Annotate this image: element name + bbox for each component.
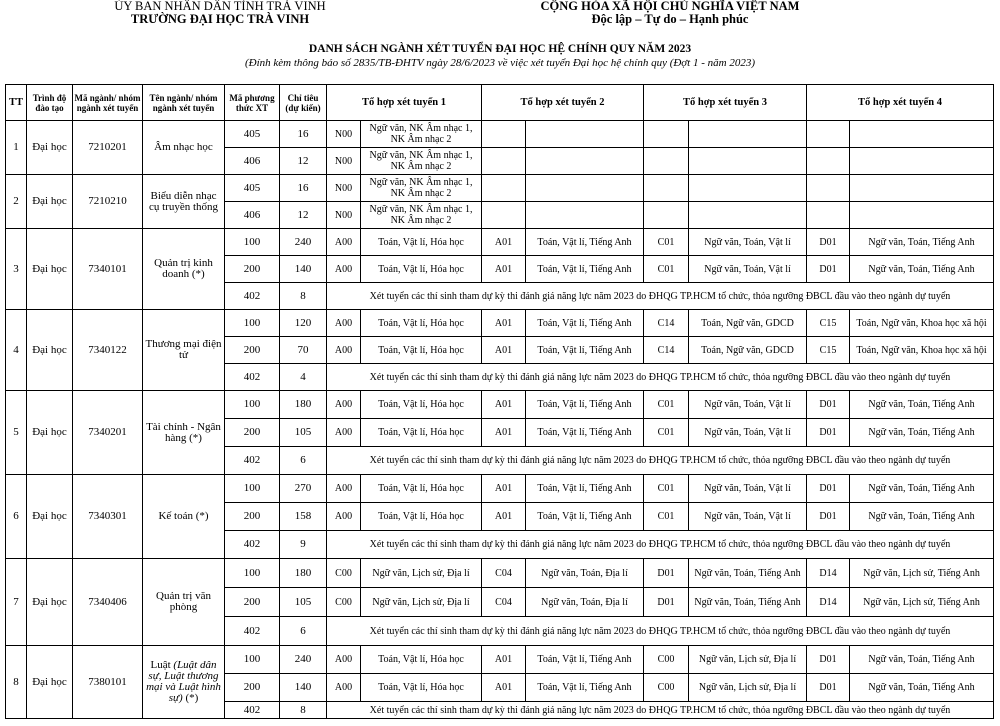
training-level: Đại học: [27, 229, 73, 310]
header-name: Tên ngành/ nhóm ngành xét tuyển: [143, 85, 225, 121]
major-name-text: Quản trị kinh doanh (*): [154, 257, 213, 280]
header-code: Mã ngành/ nhóm ngành xét tuyển: [73, 85, 143, 121]
country-name: CỘNG HÒA XÃ HỘI CHỦ NGHĨA VIỆT NAM: [540, 0, 800, 13]
combo-1-code: N00: [327, 148, 361, 175]
table-row: [6, 391, 994, 419]
header-combo-1: Tổ hợp xét tuyển 1: [327, 85, 482, 121]
combo-1-subjects: Ngữ văn, Lịch sử, Địa lí: [361, 559, 482, 588]
method-code: 100: [225, 391, 280, 419]
header-level: Trình độ đào tạo: [27, 85, 73, 121]
table-row: [6, 175, 994, 202]
row-number: 6: [6, 475, 27, 559]
combo-3-subjects: [689, 148, 807, 175]
major-name: [143, 121, 225, 175]
combo-4-subjects: [850, 175, 994, 202]
combo-2-code: C04: [482, 559, 526, 588]
combo-1-code: A00: [327, 391, 361, 419]
combo-4-subjects: Ngữ văn, Lịch sử, Tiếng Anh: [850, 559, 994, 588]
combo-1-subjects: Toán, Vật lí, Hóa học: [361, 646, 482, 674]
combo-1-code: A00: [327, 337, 361, 364]
combo-3-code: C01: [644, 475, 689, 503]
combo-2-subjects: Toán, Vật lí, Tiếng Anh: [526, 256, 644, 283]
combo-4-subjects: Ngữ văn, Toán, Tiếng Anh: [850, 475, 994, 503]
major-name-suffix: (*): [185, 692, 199, 704]
university-name: TRƯỜNG ĐẠI HỌC TRÀ VINH: [130, 12, 310, 26]
major-name-text: Âm nhạc học: [154, 141, 213, 153]
combo-1-code: A00: [327, 256, 361, 283]
combo-2-code: A01: [482, 229, 526, 256]
combo-3-subjects: Ngữ văn, Toán, Vật lí: [689, 229, 807, 256]
combo-2-subjects: Toán, Vật lí, Tiếng Anh: [526, 310, 644, 337]
combo-2-subjects: [526, 202, 644, 229]
method-code: 402: [225, 364, 280, 391]
method-code: 406: [225, 202, 280, 229]
quota: 180: [280, 559, 327, 588]
quota: 105: [280, 588, 327, 617]
combo-3-code: D01: [644, 588, 689, 617]
combo-2-code: A01: [482, 419, 526, 447]
major-name: [143, 310, 225, 391]
training-level: Đại học: [27, 391, 73, 475]
combo-2-subjects: Ngữ văn, Toán, Địa lí: [526, 588, 644, 617]
major-name-detail: (Luật dân sự, Luật thương mại và Luật hình sự): [146, 659, 221, 704]
method-code: 402: [225, 447, 280, 475]
method-code: 402: [225, 702, 280, 719]
combo-1-subjects: Toán, Vật lí, Hóa học: [361, 674, 482, 702]
method-code: 402: [225, 617, 280, 646]
combo-1-subjects: Toán, Vật lí, Hóa học: [361, 391, 482, 419]
quota: 4: [280, 364, 327, 391]
combo-1-code: A00: [327, 419, 361, 447]
combo-4-subjects: [850, 202, 994, 229]
quota: 6: [280, 447, 327, 475]
combo-3-code: [644, 175, 689, 202]
combo-2-code: [482, 175, 526, 202]
combo-1-subjects: Toán, Vật lí, Hóa học: [361, 310, 482, 337]
combo-3-code: C01: [644, 256, 689, 283]
combo-2-subjects: Toán, Vật lí, Tiếng Anh: [526, 391, 644, 419]
quota: 9: [280, 531, 327, 559]
combo-1-code: A00: [327, 475, 361, 503]
combo-2-code: [482, 121, 526, 148]
method-code: 200: [225, 419, 280, 447]
combo-4-subjects: Ngữ văn, Toán, Tiếng Anh: [850, 646, 994, 674]
combo-1-code: A00: [327, 503, 361, 531]
quota: 240: [280, 229, 327, 256]
quota: 8: [280, 283, 327, 310]
quota: 240: [280, 646, 327, 674]
admission-table: [5, 84, 994, 719]
quota: 6: [280, 617, 327, 646]
combo-3-subjects: Ngữ văn, Toán, Vật lí: [689, 475, 807, 503]
training-level: Đại học: [27, 310, 73, 391]
training-level: Đại học: [27, 559, 73, 646]
major-code: 7340201: [73, 391, 143, 475]
method-code: 200: [225, 588, 280, 617]
combo-3-code: C14: [644, 337, 689, 364]
combo-4-subjects: Ngữ văn, Toán, Tiếng Anh: [850, 503, 994, 531]
combo-3-subjects: Ngữ văn, Toán, Vật lí: [689, 503, 807, 531]
major-name: [143, 229, 225, 310]
combo-2-subjects: Toán, Vật lí, Tiếng Anh: [526, 503, 644, 531]
combo-2-code: [482, 148, 526, 175]
admission-note: Xét tuyển các thí sinh tham dự kỳ thi đánh giá năng lực năm 2023 do ĐHQG TP.HCM tổ chức, thỏa ngưỡng ĐBCL đầu vào theo ngành dự tuyển: [327, 364, 994, 391]
combo-1-code: N00: [327, 121, 361, 148]
combo-3-subjects: Ngữ văn, Toán, Tiếng Anh: [689, 559, 807, 588]
method-code: 402: [225, 531, 280, 559]
combo-3-subjects: Ngữ văn, Lịch sử, Địa lí: [689, 646, 807, 674]
table-row: [6, 121, 994, 148]
row-number: 1: [6, 121, 27, 175]
document-title: DANH SÁCH NGÀNH XÉT TUYỂN ĐẠI HỌC HỆ CHÍNH QUY NĂM 2023: [308, 43, 692, 55]
combo-2-code: C04: [482, 588, 526, 617]
row-number: 4: [6, 310, 27, 391]
combo-3-subjects: Ngữ văn, Toán, Vật lí: [689, 419, 807, 447]
combo-4-subjects: Toán, Ngữ văn, Khoa học xã hội: [850, 337, 994, 364]
major-name: [143, 391, 225, 475]
major-name: [143, 475, 225, 559]
quota: 140: [280, 674, 327, 702]
quota: 270: [280, 475, 327, 503]
header-quota: Chỉ tiêu (dự kiến): [280, 85, 327, 121]
combo-2-subjects: [526, 175, 644, 202]
combo-3-subjects: Ngữ văn, Toán, Vật lí: [689, 256, 807, 283]
method-code: 200: [225, 503, 280, 531]
combo-4-code: C15: [807, 310, 850, 337]
combo-1-code: N00: [327, 175, 361, 202]
table-row: [6, 475, 994, 503]
method-code: 405: [225, 175, 280, 202]
table-header-row: [6, 85, 994, 121]
header-method: Mã phương thức XT: [225, 85, 280, 121]
major-code: 7380101: [73, 646, 143, 719]
combo-2-subjects: Toán, Vật lí, Tiếng Anh: [526, 674, 644, 702]
header-right: [530, 0, 810, 26]
major-name-text: Biểu diễn nhạc cụ truyền thống: [148, 189, 219, 213]
major-name-text: Luật: [150, 659, 171, 671]
combo-1-subjects: Toán, Vật lí, Hóa học: [361, 419, 482, 447]
combo-3-code: [644, 148, 689, 175]
quota: 158: [280, 503, 327, 531]
row-number: 5: [6, 391, 27, 475]
combo-4-code: D14: [807, 588, 850, 617]
method-code: 200: [225, 674, 280, 702]
national-motto: Độc lập – Tự do – Hạnh phúc: [591, 12, 749, 26]
combo-3-code: C14: [644, 310, 689, 337]
row-number: 2: [6, 175, 27, 229]
combo-4-code: D01: [807, 419, 850, 447]
province-committee: ỦY BAN NHÂN DÂN TỈNH TRÀ VINH: [114, 0, 326, 13]
combo-1-code: N00: [327, 202, 361, 229]
combo-4-code: [807, 148, 850, 175]
combo-4-subjects: [850, 148, 994, 175]
combo-2-subjects: [526, 148, 644, 175]
combo-3-subjects: Toán, Ngữ văn, GDCD: [689, 310, 807, 337]
combo-1-code: C00: [327, 588, 361, 617]
combo-4-subjects: Ngữ văn, Toán, Tiếng Anh: [850, 674, 994, 702]
major-code: 7210210: [73, 175, 143, 229]
combo-2-subjects: Toán, Vật lí, Tiếng Anh: [526, 475, 644, 503]
quota: 16: [280, 175, 327, 202]
method-code: 200: [225, 337, 280, 364]
method-code: 200: [225, 256, 280, 283]
admission-note: Xét tuyển các thí sinh tham dự kỳ thi đánh giá năng lực năm 2023 do ĐHQG TP.HCM tổ chức, thỏa ngưỡng ĐBCL đầu vào theo ngành dự tuyển: [327, 702, 994, 719]
combo-1-subjects: Ngữ văn, NK Âm nhạc 1, NK Âm nhạc 2: [361, 121, 482, 148]
major-name-text: Tài chính - Ngân hàng (*): [146, 420, 221, 444]
table-row: [6, 229, 994, 256]
combo-1-subjects: Toán, Vật lí, Hóa học: [361, 229, 482, 256]
quota: 12: [280, 202, 327, 229]
row-number: 7: [6, 559, 27, 646]
combo-2-code: A01: [482, 503, 526, 531]
header-combo-3: Tổ hợp xét tuyển 3: [644, 85, 807, 121]
combo-4-code: D01: [807, 256, 850, 283]
combo-3-subjects: Ngữ văn, Toán, Tiếng Anh: [689, 588, 807, 617]
combo-4-subjects: Ngữ văn, Toán, Tiếng Anh: [850, 391, 994, 419]
header-tt: TT: [6, 85, 27, 121]
combo-1-code: A00: [327, 646, 361, 674]
quota: 105: [280, 419, 327, 447]
combo-2-code: A01: [482, 674, 526, 702]
admission-note: Xét tuyển các thí sinh tham dự kỳ thi đánh giá năng lực năm 2023 do ĐHQG TP.HCM tổ chức, thỏa ngưỡng ĐBCL đầu vào theo ngành dự tuyển: [327, 283, 994, 310]
combo-2-subjects: Ngữ văn, Toán, Địa lí: [526, 559, 644, 588]
combo-4-code: [807, 121, 850, 148]
combo-3-subjects: [689, 175, 807, 202]
major-code: 7340101: [73, 229, 143, 310]
combo-1-subjects: Toán, Vật lí, Hóa học: [361, 256, 482, 283]
combo-2-subjects: Toán, Vật lí, Tiếng Anh: [526, 337, 644, 364]
combo-4-code: D01: [807, 229, 850, 256]
table-row: [6, 559, 994, 588]
header-combo-2: Tổ hợp xét tuyển 2: [482, 85, 644, 121]
combo-3-code: D01: [644, 559, 689, 588]
training-level: Đại học: [27, 175, 73, 229]
training-level: Đại học: [27, 121, 73, 175]
combo-1-subjects: Ngữ văn, NK Âm nhạc 1, NK Âm nhạc 2: [361, 148, 482, 175]
admission-note: Xét tuyển các thí sinh tham dự kỳ thi đánh giá năng lực năm 2023 do ĐHQG TP.HCM tổ chức, thỏa ngưỡng ĐBCL đầu vào theo ngành dự tuyển: [327, 531, 994, 559]
table-body: [6, 121, 994, 719]
combo-3-code: [644, 202, 689, 229]
table-row: [6, 646, 994, 674]
method-code: 100: [225, 475, 280, 503]
major-name-text: Kế toán (*): [158, 510, 209, 522]
combo-3-code: C00: [644, 646, 689, 674]
combo-3-subjects: Ngữ văn, Lịch sử, Địa lí: [689, 674, 807, 702]
quota: 180: [280, 391, 327, 419]
combo-2-subjects: Toán, Vật lí, Tiếng Anh: [526, 229, 644, 256]
combo-2-subjects: [526, 121, 644, 148]
major-name: [143, 559, 225, 646]
combo-4-subjects: Ngữ văn, Toán, Tiếng Anh: [850, 256, 994, 283]
combo-3-code: C01: [644, 419, 689, 447]
combo-1-subjects: Ngữ văn, NK Âm nhạc 1, NK Âm nhạc 2: [361, 202, 482, 229]
admission-note: Xét tuyển các thí sinh tham dự kỳ thi đánh giá năng lực năm 2023 do ĐHQG TP.HCM tổ chức, thỏa ngưỡng ĐBCL đầu vào theo ngành dự tuyển: [327, 617, 994, 646]
combo-1-code: A00: [327, 229, 361, 256]
major-name-text: Thương mại điện tử: [145, 338, 222, 361]
training-level: Đại học: [27, 646, 73, 719]
method-code: 405: [225, 121, 280, 148]
combo-4-code: D01: [807, 391, 850, 419]
quota: 12: [280, 148, 327, 175]
combo-1-subjects: Toán, Vật lí, Hóa học: [361, 475, 482, 503]
combo-2-code: A01: [482, 337, 526, 364]
combo-4-subjects: Ngữ văn, Toán, Tiếng Anh: [850, 419, 994, 447]
combo-4-subjects: Ngữ văn, Toán, Tiếng Anh: [850, 229, 994, 256]
major-code: 7210201: [73, 121, 143, 175]
major-name: [143, 175, 225, 229]
combo-1-subjects: Toán, Vật lí, Hóa học: [361, 503, 482, 531]
admission-note: Xét tuyển các thí sinh tham dự kỳ thi đánh giá năng lực năm 2023 do ĐHQG TP.HCM tổ chức, thỏa ngưỡng ĐBCL đầu vào theo ngành dự tuyển: [327, 447, 994, 475]
quota: 16: [280, 121, 327, 148]
combo-2-code: A01: [482, 475, 526, 503]
method-code: 406: [225, 148, 280, 175]
combo-1-subjects: Toán, Vật lí, Hóa học: [361, 337, 482, 364]
combo-2-code: A01: [482, 646, 526, 674]
combo-4-code: D01: [807, 503, 850, 531]
combo-3-subjects: [689, 202, 807, 229]
combo-4-code: D01: [807, 646, 850, 674]
combo-1-code: A00: [327, 674, 361, 702]
major-code: 7340122: [73, 310, 143, 391]
combo-2-code: A01: [482, 391, 526, 419]
method-code: 402: [225, 283, 280, 310]
combo-2-code: [482, 202, 526, 229]
header-left: [110, 0, 330, 26]
combo-1-code: A00: [327, 310, 361, 337]
combo-3-code: [644, 121, 689, 148]
combo-2-code: A01: [482, 256, 526, 283]
combo-2-subjects: Toán, Vật lí, Tiếng Anh: [526, 646, 644, 674]
combo-4-subjects: [850, 121, 994, 148]
quota: 70: [280, 337, 327, 364]
major-name: [143, 646, 225, 719]
combo-1-subjects: Ngữ văn, Lịch sử, Địa lí: [361, 588, 482, 617]
training-level: Đại học: [27, 475, 73, 559]
quota: 120: [280, 310, 327, 337]
row-number: 3: [6, 229, 27, 310]
method-code: 100: [225, 559, 280, 588]
combo-4-code: C15: [807, 337, 850, 364]
major-name-text: Quản trị văn phòng: [156, 590, 211, 613]
combo-3-code: C01: [644, 229, 689, 256]
combo-4-code: D01: [807, 475, 850, 503]
combo-2-code: A01: [482, 310, 526, 337]
row-number: 8: [6, 646, 27, 719]
major-code: 7340301: [73, 475, 143, 559]
major-code: 7340406: [73, 559, 143, 646]
combo-1-code: C00: [327, 559, 361, 588]
combo-3-code: C01: [644, 503, 689, 531]
combo-4-subjects: Toán, Ngữ văn, Khoa học xã hội: [850, 310, 994, 337]
combo-3-code: C00: [644, 674, 689, 702]
combo-3-subjects: Toán, Ngữ văn, GDCD: [689, 337, 807, 364]
combo-4-code: [807, 175, 850, 202]
combo-3-subjects: Ngữ văn, Toán, Vật lí: [689, 391, 807, 419]
method-code: 100: [225, 229, 280, 256]
document-subtitle: (Đính kèm thông báo số 2835/TB-ĐHTV ngày 28/6/2023 về việc xét tuyển Đại học hệ chính quy (Đợt 1 - năm 2023): [244, 57, 756, 69]
combo-4-code: D01: [807, 674, 850, 702]
quota: 140: [280, 256, 327, 283]
combo-1-subjects: Ngữ văn, NK Âm nhạc 1, NK Âm nhạc 2: [361, 175, 482, 202]
method-code: 100: [225, 646, 280, 674]
combo-4-code: [807, 202, 850, 229]
combo-2-subjects: Toán, Vật lí, Tiếng Anh: [526, 419, 644, 447]
table-row: [6, 310, 994, 337]
header-combo-4: Tổ hợp xét tuyển 4: [807, 85, 994, 121]
method-code: 100: [225, 310, 280, 337]
combo-3-subjects: [689, 121, 807, 148]
combo-4-subjects: Ngữ văn, Lịch sử, Tiếng Anh: [850, 588, 994, 617]
combo-3-code: C01: [644, 391, 689, 419]
quota: 8: [280, 702, 327, 719]
combo-4-code: D14: [807, 559, 850, 588]
